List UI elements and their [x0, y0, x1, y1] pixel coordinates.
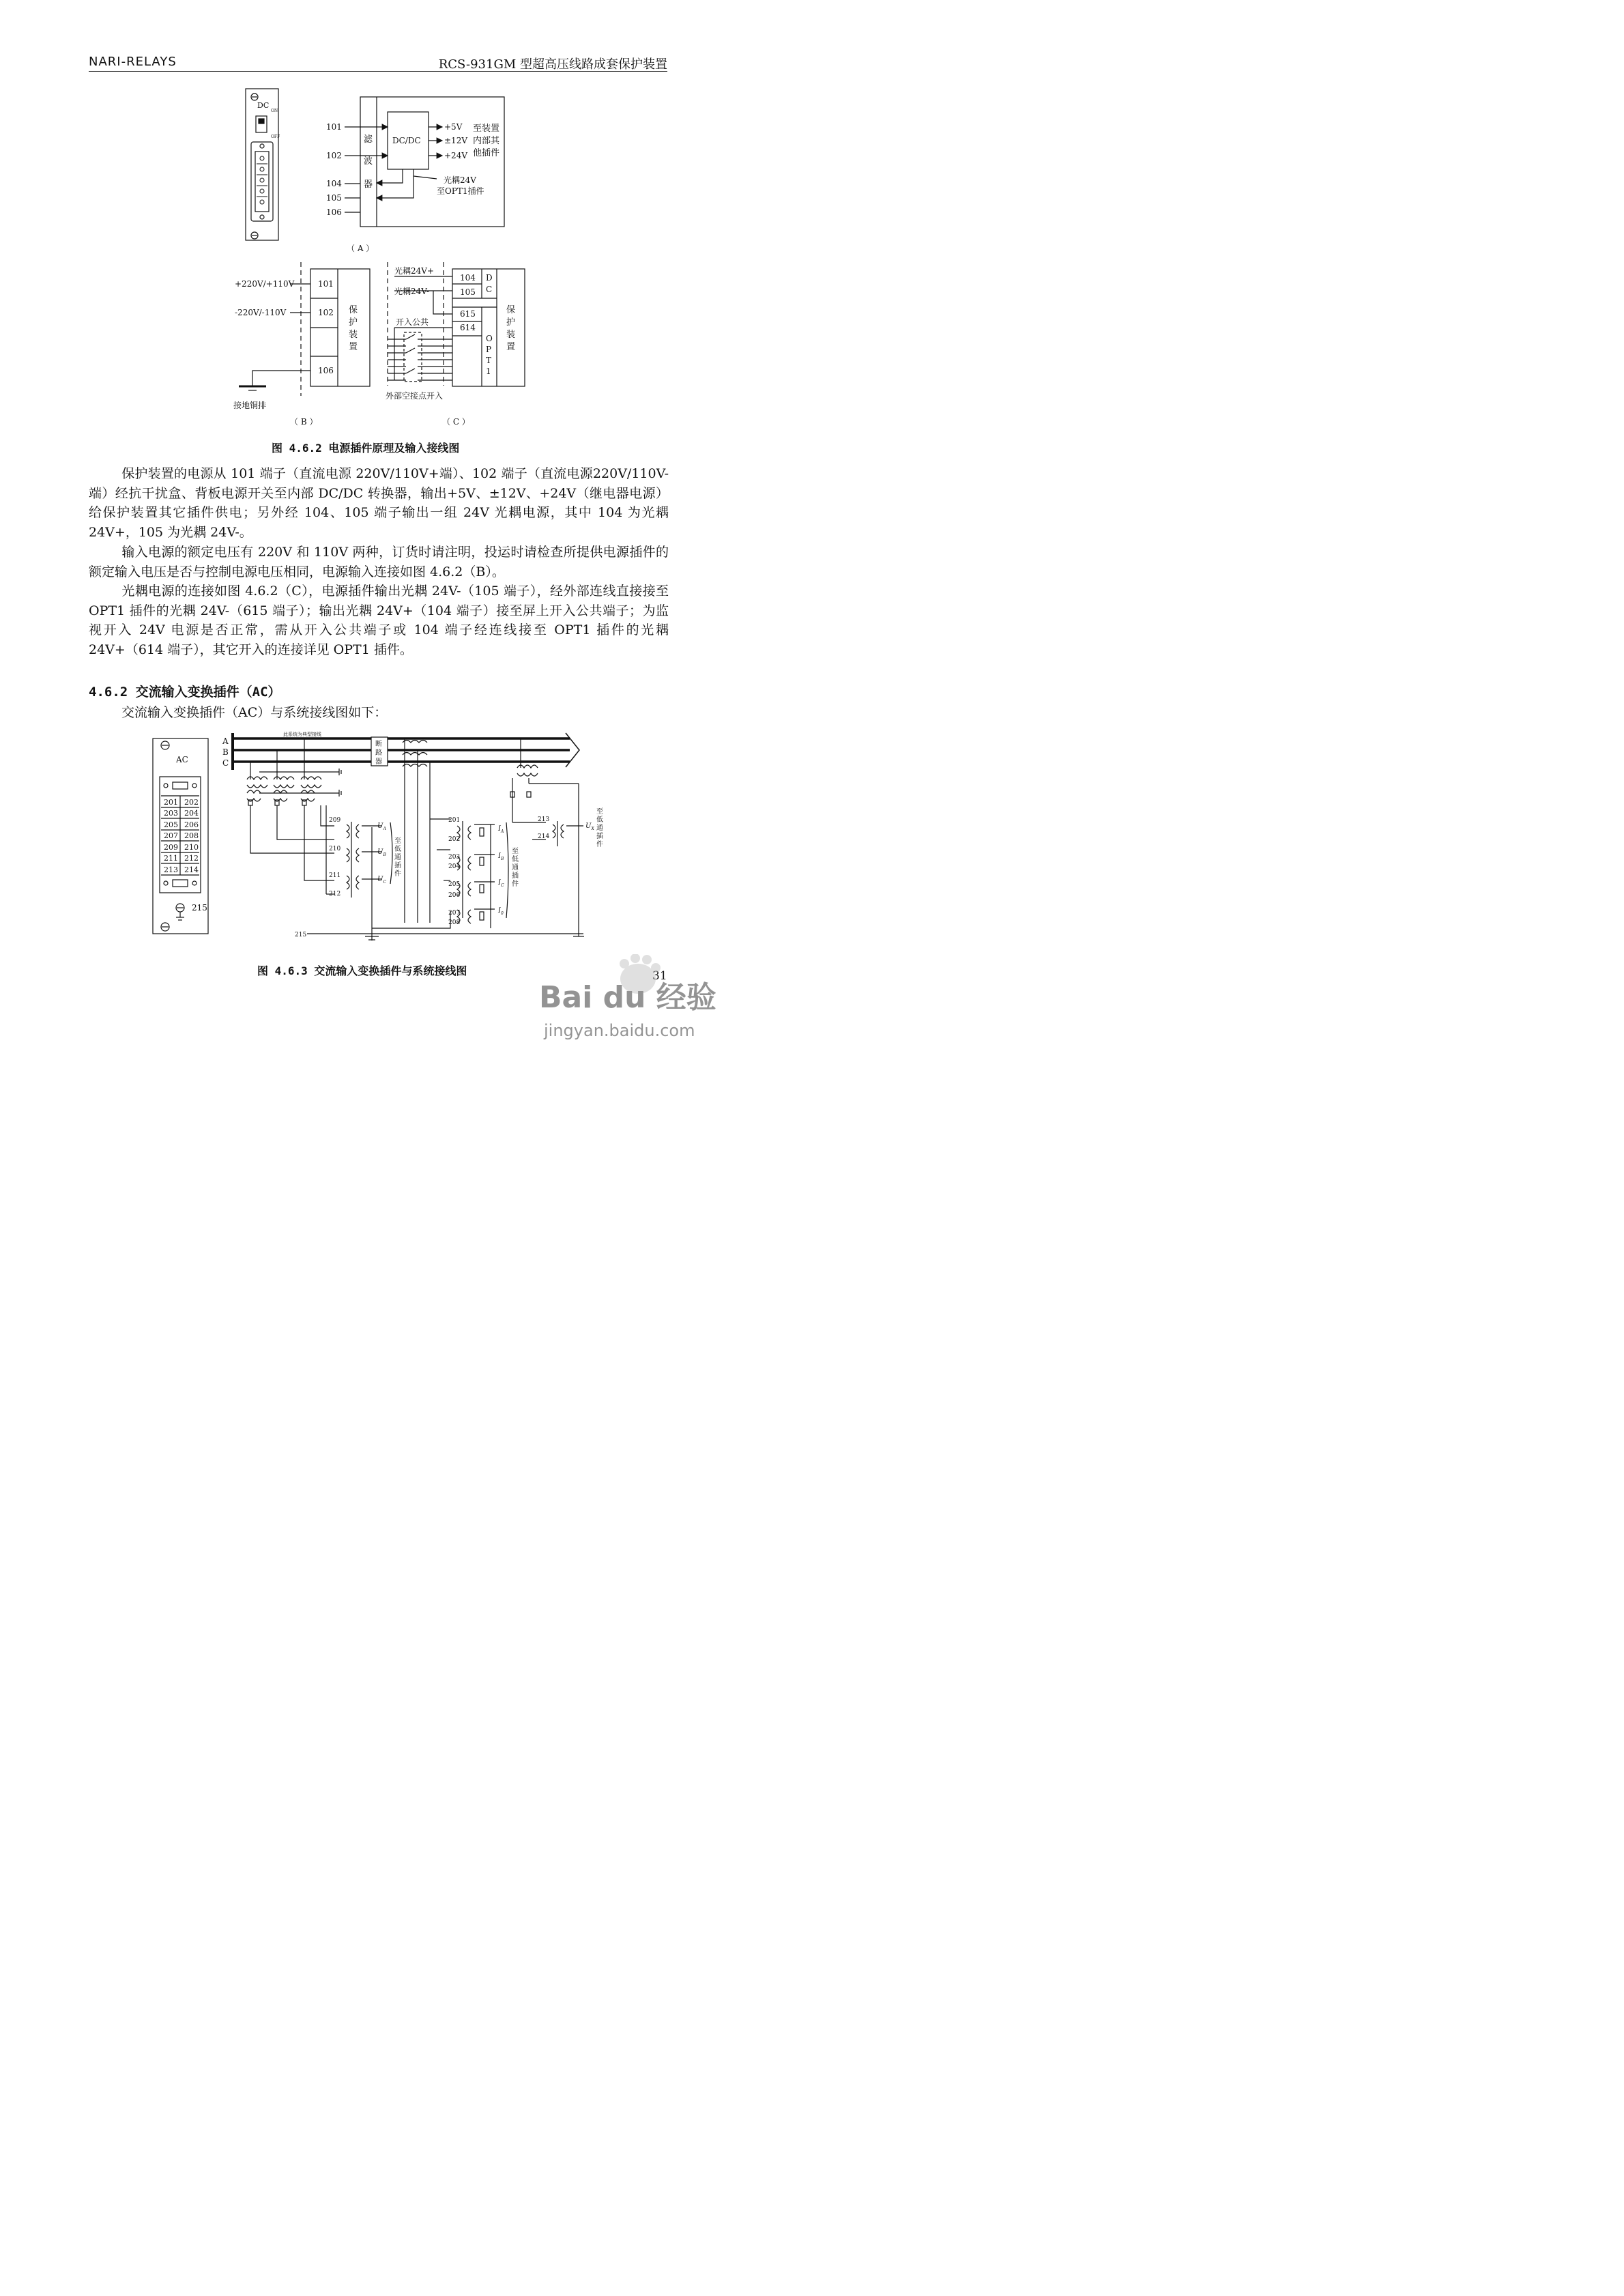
fig-c-opto-pos: 光耦24V+	[394, 266, 434, 276]
curr-term: 206	[448, 892, 461, 899]
paragraph-text: 保护装置的电源从 101 端子（直流电源 220V/110V+端）、102 端子（直流电源220V/110V-端）经抗干扰盒、背板电源开关至内部 DC/DC 转换器，输出+5V、±12V、+24V（继电器电源）给保护装置其它插件供电；另外经 104、105 端子输出一组 24V 光耦电源，其中 104 为光耦 24V+，105 为光耦 24V-。	[89, 466, 669, 540]
opto-label: 至OPT1插件	[437, 186, 484, 196]
ac-term: 210	[184, 843, 199, 852]
phase-label: B	[222, 747, 229, 757]
fig-b-ground: 接地铜排	[233, 401, 267, 410]
fig-c-label: （ C ）	[442, 417, 470, 427]
fig-c-terminal: 614	[460, 323, 476, 332]
x-term: 214	[538, 833, 550, 840]
ac-ground-term: 215	[192, 903, 207, 913]
ac-term: 207	[164, 831, 178, 840]
volt-dest: 插	[394, 862, 401, 870]
paragraph-text: 输入电源的额定电压有 220V 和 110V 两种，订货时请注明，投运时请检查所提供电源插件的额定输入电压是否与控制电源电压相同，电源输入连接如图 4.6.2（B）。	[89, 545, 669, 579]
x-out: $U_X$	[585, 822, 594, 831]
paragraph-text: 光耦电源的连接如图 4.6.2（C），电源插件输出光耦 24V-（105 端子），经外部连线直接接至 OPT1 插件的光耦 24V-（615 端子）；输出光耦 24V+（104 端子）接至屏上开入公共端子；为监视开入 24V 电源是否正常，需从开入公共端子或 104 端子经连线接至 OPT1 插件的光耦 24V+（614 端子），其它开入的连接详见 OPT1 插件。	[89, 584, 669, 657]
fig-b-label: （ B ）	[290, 417, 318, 427]
volt-dest: 至	[394, 837, 401, 845]
curr-dest: 至	[512, 848, 519, 855]
fig-c-opt-char: O	[486, 334, 493, 343]
ac-term: 211	[164, 854, 178, 863]
curr-out: $I_0$	[498, 907, 504, 916]
volt-out: $U_B$	[377, 848, 386, 857]
dest-label: 至装置	[473, 124, 500, 134]
terminal-block	[251, 142, 273, 221]
filter-char: 器	[364, 180, 373, 190]
fig-c-dc-char: C	[486, 285, 493, 294]
volt-dest: 通	[394, 854, 401, 861]
x-term: 213	[538, 816, 550, 823]
fig-b-terminal: 102	[318, 308, 334, 317]
curr-dest: 件	[512, 880, 519, 888]
fig-a-texts	[257, 101, 500, 253]
power-module-box	[360, 97, 504, 227]
terminal-label: 106	[326, 207, 342, 217]
ac-term: 214	[184, 865, 199, 874]
volt-term: 211	[329, 872, 341, 879]
x-dest: 插	[596, 833, 603, 840]
page-number: 31	[652, 969, 667, 983]
curr-term: 205	[448, 881, 461, 888]
x-dest: 低	[596, 816, 603, 824]
x-dest: 通	[596, 824, 603, 832]
phase-label: C	[222, 758, 229, 768]
fig-c-terminal: 104	[460, 273, 476, 283]
fig-c-external: 外部空接点开入	[386, 391, 444, 401]
x-dest: 件	[596, 841, 603, 848]
phase-label: A	[222, 736, 229, 746]
volt-dest: 低	[394, 846, 401, 853]
header-left: NARI-RELAYS	[89, 55, 177, 69]
curr-out: $I_A$	[498, 825, 504, 834]
curr-term: 204	[448, 863, 461, 870]
fig-c-opt-char: T	[486, 356, 492, 365]
curr-term: 208	[448, 919, 461, 926]
fig-b-terminal: 101	[318, 279, 334, 289]
ac-term: 205	[164, 820, 178, 829]
fig-b-device-char: 保	[349, 305, 358, 315]
fig-c-terminal: 615	[460, 309, 476, 319]
ac-term: 202	[184, 798, 199, 807]
figure-4-6-3-caption: 图 4.6.3 交流输入变换插件与系统接线图	[257, 964, 467, 977]
ac-term: 212	[184, 854, 199, 863]
filter-char: 波	[364, 156, 373, 167]
volt-dest: 件	[394, 870, 401, 878]
breaker-char: 路	[375, 749, 382, 757]
curr-dest: 插	[512, 872, 519, 880]
fig-a-label: （ A ）	[347, 244, 375, 253]
fig-c-device-char: 置	[506, 342, 516, 352]
fig-c-dc-char: D	[486, 273, 493, 283]
x-dest: 至	[596, 808, 603, 816]
watermark-url: jingyan.baidu.com	[544, 1021, 695, 1040]
panel-off-label: OFF	[271, 134, 280, 139]
volt-term: 209	[329, 817, 341, 824]
panel-on-label: ON	[271, 109, 278, 113]
section-intro: 交流输入变换插件（AC）与系统接线图如下：	[121, 705, 388, 720]
volt-term: 210	[329, 846, 341, 852]
figure-4-6-3	[0, 723, 751, 956]
fig-c-opt-char: 1	[486, 367, 491, 376]
fig-c-bi-common: 开入公共	[396, 317, 429, 327]
curr-dest: 通	[512, 864, 519, 872]
fig-b-device-char: 装	[349, 330, 358, 340]
fig-b-device-char: 置	[349, 342, 358, 352]
opto-label: 光耦24V	[444, 175, 476, 185]
breaker-char: 断	[375, 741, 382, 748]
fig-b-device-char: 护	[349, 317, 358, 328]
contact-rows	[388, 332, 452, 382]
curr-out: $I_B$	[498, 852, 504, 861]
fig-c-device-char: 护	[506, 317, 516, 328]
converter-label: DC/DC	[392, 136, 421, 145]
output-label: +24V	[444, 151, 467, 160]
terminal-label: 101	[326, 122, 342, 132]
terminal-label: 102	[326, 151, 342, 160]
output-label: +5V	[444, 122, 463, 132]
pt-windings	[247, 738, 341, 805]
ac-term: 201	[164, 798, 178, 807]
fig-c-terminal: 105	[460, 287, 476, 297]
fig-c-device-char: 保	[506, 305, 516, 315]
ac-term: 203	[164, 809, 178, 818]
ac-term: 204	[184, 809, 199, 818]
watermark-brand: Bai du 经验	[539, 980, 716, 1015]
breaker-char: 器	[375, 758, 382, 766]
section-heading: 4.6.2 交流输入变换插件（AC）	[89, 685, 281, 700]
fig-b-neg: -220V/-110V	[235, 308, 287, 317]
fig-c-opto-neg: 光耦24V-	[394, 287, 429, 296]
dest-label: 他插件	[473, 148, 500, 158]
system-note: 此系统为典型接线	[283, 732, 321, 737]
gnd-term: 215	[295, 932, 307, 938]
baidu-watermark	[536, 954, 720, 1057]
paragraph-rated-voltage	[89, 543, 669, 582]
volt-out: $U_C$	[377, 876, 387, 885]
curr-term: 202	[448, 836, 461, 843]
output-label: ±12V	[444, 136, 467, 145]
panel-dc-label: DC	[257, 101, 270, 110]
header-right: RCS-931GM 型超高压线路成套保护装置	[438, 57, 667, 72]
dest-label: 内部其	[473, 136, 500, 146]
curr-term: 201	[448, 817, 461, 824]
volt-out: $U_A$	[377, 822, 386, 831]
paragraph-opto-connection	[89, 582, 669, 659]
curr-out: $I_C$	[498, 879, 504, 888]
fig-b-terminal: 106	[318, 366, 334, 375]
terminal-label: 105	[326, 193, 342, 203]
terminal-label: 104	[326, 179, 342, 188]
figure-4-6-2	[0, 0, 751, 437]
filter-char: 滤	[364, 134, 373, 145]
fig-c-opt-char: P	[486, 345, 492, 354]
curr-term: 207	[448, 910, 461, 917]
ac-panel-label: AC	[176, 755, 188, 764]
ac-term: 206	[184, 820, 199, 829]
ac-term: 209	[164, 843, 178, 852]
fig-c-device-char: 装	[506, 330, 516, 340]
curr-dest: 低	[512, 856, 519, 863]
ac-term: 213	[164, 865, 178, 874]
figure-4-6-2-caption: 图 4.6.2 电源插件原理及输入接线图	[272, 442, 460, 455]
fig-b-pos: +220V/+110V	[235, 279, 295, 289]
ac-term: 208	[184, 831, 199, 840]
curr-term: 203	[448, 854, 461, 861]
volt-term: 212	[329, 891, 341, 898]
paragraph-power-source	[89, 464, 669, 542]
